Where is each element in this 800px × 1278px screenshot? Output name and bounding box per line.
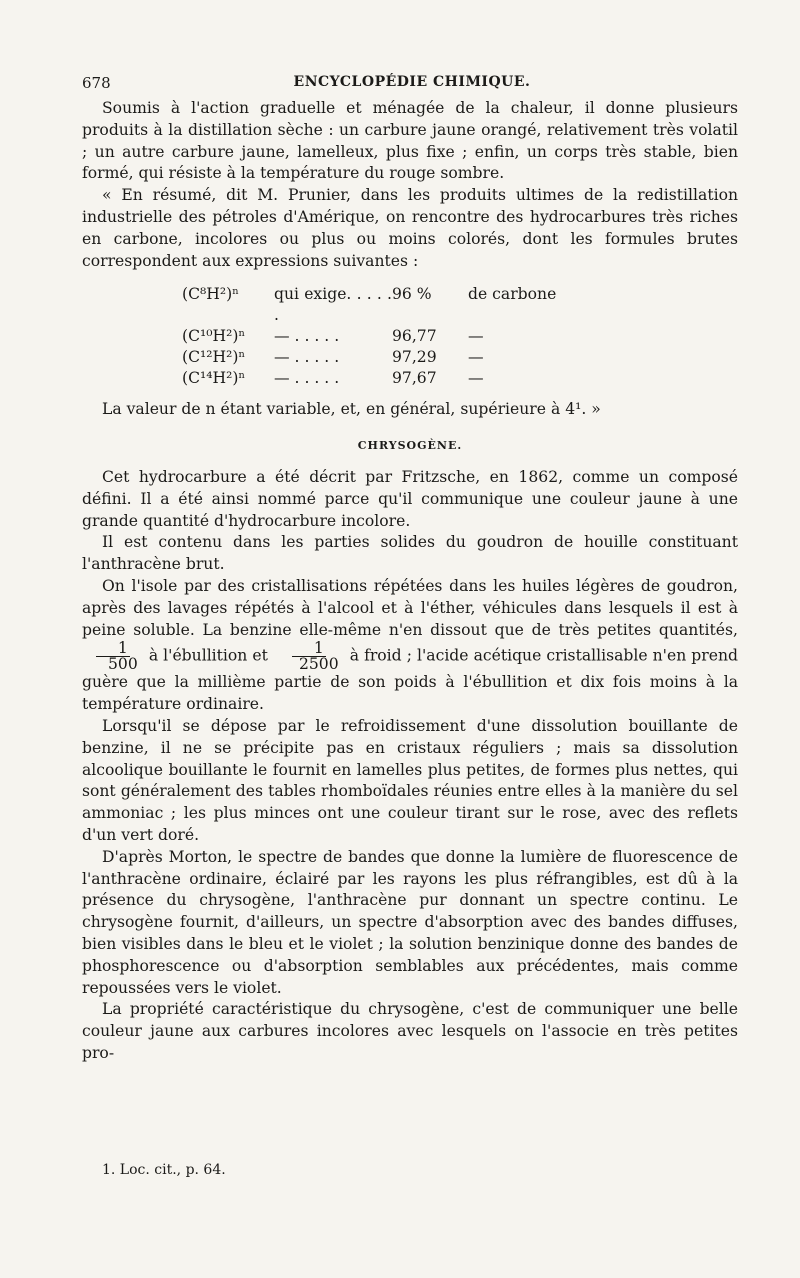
section-title: CHRYSOGÈNE. xyxy=(357,439,463,453)
text-run: On l'isole par des cristallisations répétées dans les huiles légères de goudron, après des lavages répétés à l'alcool et à l'éther, véhicules dans lesquels il est à peine soluble. La benzine elle-même n'en dissout que de très petites quantités, xyxy=(82,576,738,639)
paragraph: D'après Morton, le spectre de bandes que donne la lumière de fluorescence de l'anthracène ordinaire, éclairé par les rayons les plus réfrangibles, est dû à la présence du chrysogène, l'anthracène pur donnant un spectre continu. Le chrysogène fournit, d'ailleurs, un spectre d'absorption avec des bandes diffuses, bien visibles dans le bleu et le violet ; la solution benzinique donne des bandes de phosphorescence ou d'absorption semblables aux précédentes, mais comme repoussées vers le violet. xyxy=(82,847,738,997)
formula-row xyxy=(182,326,738,347)
paragraph: Lorsqu'il se dépose par le refroidissement d'une dissolution bouillante de benzine, il ne se précipite pas en cristaux réguliers ; mais sa dissolution alcoolique bouillante le fournit en lamelles plus petites, de formes plus nettes, qui sont généralement des tables rhomboïdales réunies entre elles à la manière du sel ammoniac ; les plus minces ont une couleur tirant sur le rose, avec des reflets d'un vert doré. xyxy=(82,716,738,844)
fraction-denominator: 500 xyxy=(108,655,138,674)
formula-value: 97,29 xyxy=(392,348,437,367)
formula-suffix: — xyxy=(468,327,484,346)
formula-row xyxy=(182,368,738,389)
fraction-numerator: 1 xyxy=(96,641,130,657)
formula: (C¹⁰H²)ⁿ xyxy=(182,327,246,346)
body-text xyxy=(82,98,738,1065)
formula-suffix: — xyxy=(468,348,484,367)
formula-dots: — . . . . . xyxy=(274,327,340,346)
formula-value: 96,77 xyxy=(392,327,437,346)
formula-suffix: — xyxy=(468,369,484,388)
paragraph: Cet hydrocarbure a été décrit par Fritzsche, en 1862, comme un composé défini. Il a été ainsi nommé parce qu'il communique une couleur jaune à une grande quantité d'hydrocarbure incolore. xyxy=(82,467,738,530)
text-run: à l'ébullition et xyxy=(148,646,268,665)
formula-value: 96 % xyxy=(392,285,432,304)
formula: (C⁸H²)ⁿ xyxy=(182,285,239,304)
running-title: ENCYCLOPÉDIE CHIMIQUE. xyxy=(293,74,531,90)
paragraph: Il est contenu dans les parties solides du goudron de houille constituant l'anthracène brut. xyxy=(82,533,738,574)
formula-suffix: de carbone xyxy=(468,285,557,304)
formula-dots: — . . . . . xyxy=(274,348,340,367)
text-run: à froid ; l'acide acétique cristallisable n'en prend guère que la millième partie de son poids à l'ébullition et dix fois moins à la température ordinaire. xyxy=(82,646,738,714)
formula-row xyxy=(182,284,738,326)
paragraph: « En résumé, dit M. Prunier, dans les produits ultimes de la redistillation industrielle des pétroles d'Amérique, on rencontre des hydrocarbures très riches en carbone, incolores ou plus ou moins colorés, dont les formules brutes correspondent aux expressions suivantes : xyxy=(82,186,738,270)
formula: (C¹⁴H²)ⁿ xyxy=(182,369,246,388)
formula-row xyxy=(182,347,738,368)
footnote: 1. Loc. cit., p. 64. xyxy=(102,1162,226,1178)
fraction-numerator: 1 xyxy=(292,641,326,657)
formula-dots: qui exige. . . . . . xyxy=(274,285,392,325)
paragraph: La propriété caractéristique du chrysogène, c'est de communiquer une belle couleur jaune aux carbures incolores avec lesquels on l'associe en très petites pro- xyxy=(82,1000,738,1062)
page-number: 678 xyxy=(82,74,111,92)
formula-table xyxy=(182,284,738,389)
paragraph: Soumis à l'action graduelle et ménagée de la chaleur, il donne plusieurs produits à la distillation sèche : un carbure jaune orangé, relativement très volatil ; un autre carbure jaune, lamelleux, plus fixe ; enfin, un corps très stable, bien formé, qui résiste à la température du rouge sombre. xyxy=(82,99,738,183)
formula-dots: — . . . . . xyxy=(274,369,340,388)
fraction xyxy=(277,641,341,672)
formula-value: 97,67 xyxy=(392,369,437,388)
page-header xyxy=(82,74,742,96)
paragraph xyxy=(82,576,738,716)
fraction xyxy=(86,641,140,672)
fraction-denominator: 2500 xyxy=(298,655,339,674)
formula: (C¹²H²)ⁿ xyxy=(182,348,246,367)
paragraph: La valeur de n étant variable, et, en général, supérieure à 4¹. » xyxy=(102,400,601,419)
